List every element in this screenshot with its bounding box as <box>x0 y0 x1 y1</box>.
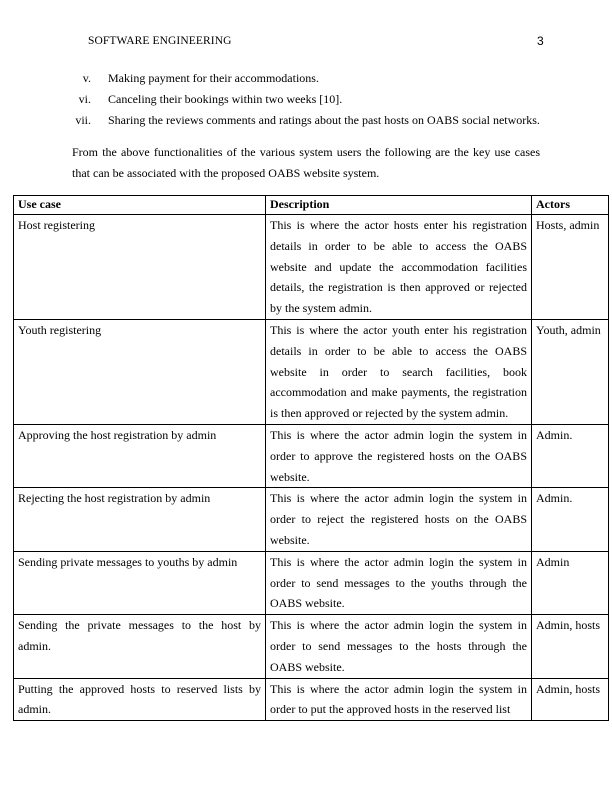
list-item <box>60 91 560 112</box>
table-header-row <box>14 196 609 215</box>
table-row <box>14 615 609 678</box>
table-row <box>14 424 609 487</box>
use-case-cell: Rejecting the host registration by admin <box>14 488 266 551</box>
description-cell: This is where the actor admin login the system in order to put the approved hosts in the reserved list <box>266 678 532 721</box>
running-header-title: SOFTWARE ENGINEERING <box>88 35 232 47</box>
use-case-cell: Putting the approved hosts to reserved lists by admin. <box>14 678 266 721</box>
description-cell: This is where the actor admin login the system in order to reject the registered hosts on the OABS website. <box>266 488 532 551</box>
table-row <box>14 551 609 614</box>
list-item-number: vi. <box>78 92 91 106</box>
description-cell: This is where the actor admin login the system in order to send messages to the youths through the OABS website. <box>266 551 532 614</box>
use-case-cell: Youth registering <box>14 319 266 424</box>
table-row <box>14 319 609 424</box>
description-cell: This is where the actor hosts enter his registration details in order to be able to access the OABS website and update the accommodation facilities details, the registration is then approved or rejected by the system admin. <box>266 215 532 320</box>
list-item <box>60 112 560 133</box>
list-item <box>60 70 560 91</box>
intro-paragraph: From the above functionalities of the various system users the following are the key use cases that can be associated with the proposed OABS website system. <box>72 145 540 180</box>
actors-cell: Admin. <box>532 488 609 551</box>
table-row <box>14 678 609 721</box>
use-case-cell: Approving the host registration by admin <box>14 424 266 487</box>
list-item-text: Canceling their bookings within two weeks [10]. <box>108 92 343 106</box>
header-use-case: Use case <box>14 196 266 215</box>
functionality-list <box>60 70 560 133</box>
description-cell: This is where the actor admin login the system in order to approve the registered hosts on the OABS website. <box>266 424 532 487</box>
use-case-cell: Host registering <box>14 215 266 320</box>
use-case-cell: Sending the private messages to the host by admin. <box>14 615 266 678</box>
use-case-cell: Sending private messages to youths by admin <box>14 551 266 614</box>
description-cell: This is where the actor youth enter his registration details in order to be able to access the OABS website in order to search facilities, book accommodation and make payments, the registration is then approved or rejected by the system admin. <box>266 319 532 424</box>
actors-cell: Admin, hosts <box>532 678 609 721</box>
list-item-text: Sharing the reviews comments and ratings about the past hosts on OABS social networks. <box>108 113 540 127</box>
actors-cell: Youth, admin <box>532 319 609 424</box>
list-item-number: vii. <box>75 113 91 127</box>
description-cell: This is where the actor admin login the system in order to send messages to the hosts through the OABS website. <box>266 615 532 678</box>
actors-cell: Admin. <box>532 424 609 487</box>
use-case-table <box>13 195 609 721</box>
table-row <box>14 215 609 320</box>
table-row <box>14 488 609 551</box>
actors-cell: Admin, hosts <box>532 615 609 678</box>
actors-cell: Hosts, admin <box>532 215 609 320</box>
header-actors: Actors <box>532 196 609 215</box>
page-number: 3 <box>537 34 544 48</box>
list-item-text: Making payment for their accommodations. <box>108 71 319 85</box>
list-item-number: v. <box>82 71 91 85</box>
actors-cell: Admin <box>532 551 609 614</box>
header-description: Description <box>266 196 532 215</box>
